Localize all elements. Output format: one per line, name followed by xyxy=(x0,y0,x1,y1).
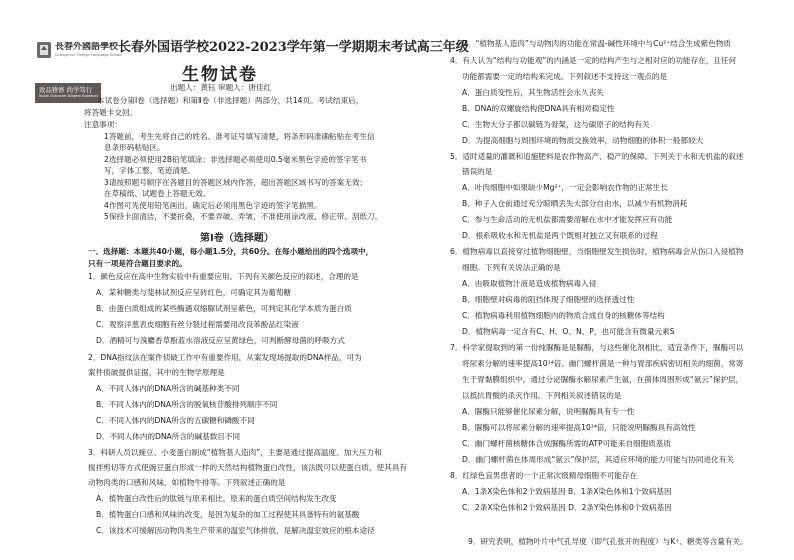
instruction-line: 息条形码粘贴区。 xyxy=(104,143,165,152)
option-line: C．幽门螺杆菌核糖体合成脲酶所需的ATP可能来自细胞质基质 xyxy=(462,439,671,448)
question-line: 1．颜色反应在高中生物实验中有重要应用。下列有关颜色反应的叙述，合理的是 xyxy=(88,272,359,281)
school-motto-box xyxy=(35,83,101,103)
question-line: 以抵抗胃酸的杀灭作用。下列相关叙述错误的是 xyxy=(462,391,622,400)
question-line: 5．适时适量的灌溉和追施肥料是农作物高产、稳产的保障。下列关于水和无机盐的叙述 xyxy=(450,152,744,161)
school-motto: 致品雅修 尚学笃行 xyxy=(39,86,93,94)
option-line: A．1条X染色体和2个致病基因 B．1条X染色体和1个致病基因 xyxy=(462,487,672,496)
option-line: A．植物蛋白改性后的肽链与原来相比，原来的蛋白质空间结构发生改变 xyxy=(96,494,337,503)
option-line: A．叶肉细胞中如果缺少Mg²⁺，一定会影响农作物的正常生长 xyxy=(462,183,668,192)
option-line: C．2条X染色体和2个致病基因 D．2条Y染色体和0个致病基因 xyxy=(462,503,672,512)
option-line: C．不同人体内的DNA所含的五碳糖和磷酸不同 xyxy=(96,416,255,425)
option-line: D．酒精可与溴麝香草酚蓝水溶液反应呈黄绿色，可判断酵母菌的呼吸方式 xyxy=(96,336,345,345)
section-heading: 第Ⅰ卷（选择题） xyxy=(200,233,274,244)
option-line: B．植物蛋白口感和风味的改变，是因为复杂的加工过程使其具备特有的氨基酸 xyxy=(96,510,360,519)
option-line: B．不同人体内的DNA所含的脱氧核苷酸排列顺序不同 xyxy=(96,400,278,409)
instruction-line: 1答题前，考生先将自己的姓名、准考证号填写清楚，将条形码准确粘贴在考生信 xyxy=(104,132,375,141)
question-line: 搅拌剪切等方式使豌豆蛋白形成一样的天然结构植物蛋白改性，该法既可以使蛋白质，使其具有 xyxy=(88,463,407,472)
question-line: 9．研究表明，植物叶片中气孔导度（即气孔张开的程度）与K⁺、糖类等含量有关。 xyxy=(468,537,748,546)
option-line: C．参与生命活动的无机盐都需要溶解在水中才能发挥应有功能 xyxy=(462,215,673,224)
school-name-en: Changchun Foreign Language School xyxy=(55,53,122,57)
option-line: D．为提高细胞与周围环境的物质交换效率，动物细胞的体积一般都较大 xyxy=(462,136,704,145)
instruction-line: 在草稿纸、试题卷上答题无效。 xyxy=(104,189,211,198)
question-line: 3．科研人员以豌豆、小麦蛋白制成“植物基人造肉”，主要是通过提高温度、加大压力和 xyxy=(88,448,382,457)
option-line: B．DNA的双螺旋结构使DNA具有相对稳定性 xyxy=(462,104,615,113)
instruction-line: 4作图可先使用铅笔画出，确定后必须用黑色字迹的签字笔描黑。 xyxy=(104,201,322,210)
section-desc: 只有一项是符合题目要求的。 xyxy=(88,259,187,268)
option-line: C．该技术可缓解因动物肉类生产带来的温室气体排放，是解决温室效应的根本途径 xyxy=(96,526,375,535)
option-line: A．由吸取植物汁液是造成植物病毒入侵 xyxy=(462,279,597,288)
question-line: 功能都需要一定的结构来完成。下列叙述不支持这一观点的是 xyxy=(462,72,668,81)
exam-subject: 生物试卷 xyxy=(182,65,258,85)
option-line: D．植物病毒一定含有C、H、O、N、P，也可能含有微量元素S xyxy=(462,327,675,336)
option-line: C．生物大分子都以碳链为骨架，这与碳原子的结构有关 xyxy=(462,120,650,129)
option-line: B．细胞壁对病毒的阻挡体现了细胞壁的选择透过性 xyxy=(462,295,635,304)
option-line: D．根系吸收水和无机盐是两个既相对独立又有联系的过程 xyxy=(462,231,658,240)
option-line: A．不同人体内的DNA所含的碱基种类不同 xyxy=(96,384,240,393)
school-motto-en: Noble Character Diligent Endeavor xyxy=(39,94,98,98)
instruction-line: 5保持卡面清洁，不要折叠，不要弄破、弄皱，不准使用涂改液、修正带、刮纸刀。 xyxy=(104,212,383,221)
question-line: 错误的是 xyxy=(462,167,493,176)
question-line: 2．DNA指纹法在案件侦破工作中有重要作用，从案发现场提取的DNA样品，可为 xyxy=(88,353,362,362)
question-line: 7．科学家提取到的第一份纯脲酶是是脲酶，与这些催化剂相比，适宜条件下，脲酶可以 xyxy=(450,343,744,352)
instruction-line: 本试卷分第Ⅰ卷（选择题）和第Ⅱ卷（非选择题）两部分，共14页。考试结束后， xyxy=(97,96,364,105)
option-line: C．观察洋葱表皮细胞有丝分裂过程需要用改良苯酚品红染液 xyxy=(96,320,299,329)
option-line: D．“植物基人造肉”与动物肉的功能在常温-碱性环境中与Cu²⁺结合生成紫色物质 xyxy=(462,39,732,48)
option-line: A．某种糖类与斐林试剂反应呈砖红色，可确定其为葡萄糖 xyxy=(96,288,292,297)
option-line: C．植物病毒利用植物细胞内的物质合成自身的核糖体等结构 xyxy=(462,311,665,320)
school-logo xyxy=(33,36,122,82)
option-line: D．不同人体内的DNA所含的碱基数目不同 xyxy=(96,432,241,441)
section-desc: 一、选择题：本题共40小题，每小题1.5分，共60分。在每小题给出的四个选项中， xyxy=(88,247,374,256)
option-line: B．由蛋白质组成的某些酶遇双缩脲试剂呈紫色，可判定其化学本质为蛋白质 xyxy=(96,304,352,313)
question-line: 6．植物病毒以直接穿过植物细胞壁，当细胞壁发生损伤时，植物病毒会从伤口入侵植物 xyxy=(450,247,744,256)
instruction-line: 写，字体工整、笔迹清楚。 xyxy=(104,166,196,175)
school-name-cn: 長春外國語學校 xyxy=(55,42,119,52)
option-line: B．脲酶可以将尿素分解的速率提高10¹⁴倍，只能说明脲酶具有高效性 xyxy=(462,423,696,432)
exam-title: 长春外国语学校2022-2023学年第一学期期末考试高三年级 xyxy=(118,40,469,55)
instruction-line: 3请按照题号顺序在各题目的答题区域内作答，超出答题区域书写的答案无效； xyxy=(104,178,368,187)
option-line: B．种子入仓前通过充分晾晒丢失大部分自由水，以减少有机物消耗 xyxy=(462,199,688,208)
instruction-line: 将答题卡交回。 xyxy=(84,108,138,117)
question-line: 案件侦破提供证据，其中的生物学原理是 xyxy=(88,368,225,377)
option-line: A．脲酶只能够催化尿素分解，说明脲酶具有专一性 xyxy=(462,407,635,416)
question-line: 4．有人认为“结构与功能观”的内涵是一定的结构产生与之相对应的功能存在，且任何 xyxy=(450,56,737,65)
option-line: A．蛋白质变性后，其生物活性会永久丧失 xyxy=(462,88,604,97)
question-line: 动物肉类的口感和风味，如植物牛排等。下列叙述正确的是 xyxy=(88,478,286,487)
instruction-line: 2选择题必须使用2B铅笔填涂；非选择题必须使用0.5毫米黑色字迹的签字笔书 xyxy=(104,155,367,164)
question-line: 细胞。下列有关说法正确的是 xyxy=(462,263,561,272)
question-line: 将尿素分解的速率提高10¹⁴倍。幽门螺杆菌是一种与胃部疾病密切相关的细菌，常寄 xyxy=(462,359,744,368)
question-line: 生于胃黏膜组织中，通过分泌脲酶水解尿素产生氨，在菌体周围形成“氨云”保护层， xyxy=(462,375,744,384)
exam-authors: 出题人：黄钰 审题人：唐佳红 xyxy=(170,83,272,92)
option-line: D．幽门螺杆菌在体周形成“氨云”保护层，其适应环境的能力可能与协同进化有关 xyxy=(462,455,734,464)
question-line: 8．红绿色盲男患者的一个正常次级精母细胞不可能存在 xyxy=(450,471,638,480)
instruction-line: 注意事项： xyxy=(84,120,122,129)
